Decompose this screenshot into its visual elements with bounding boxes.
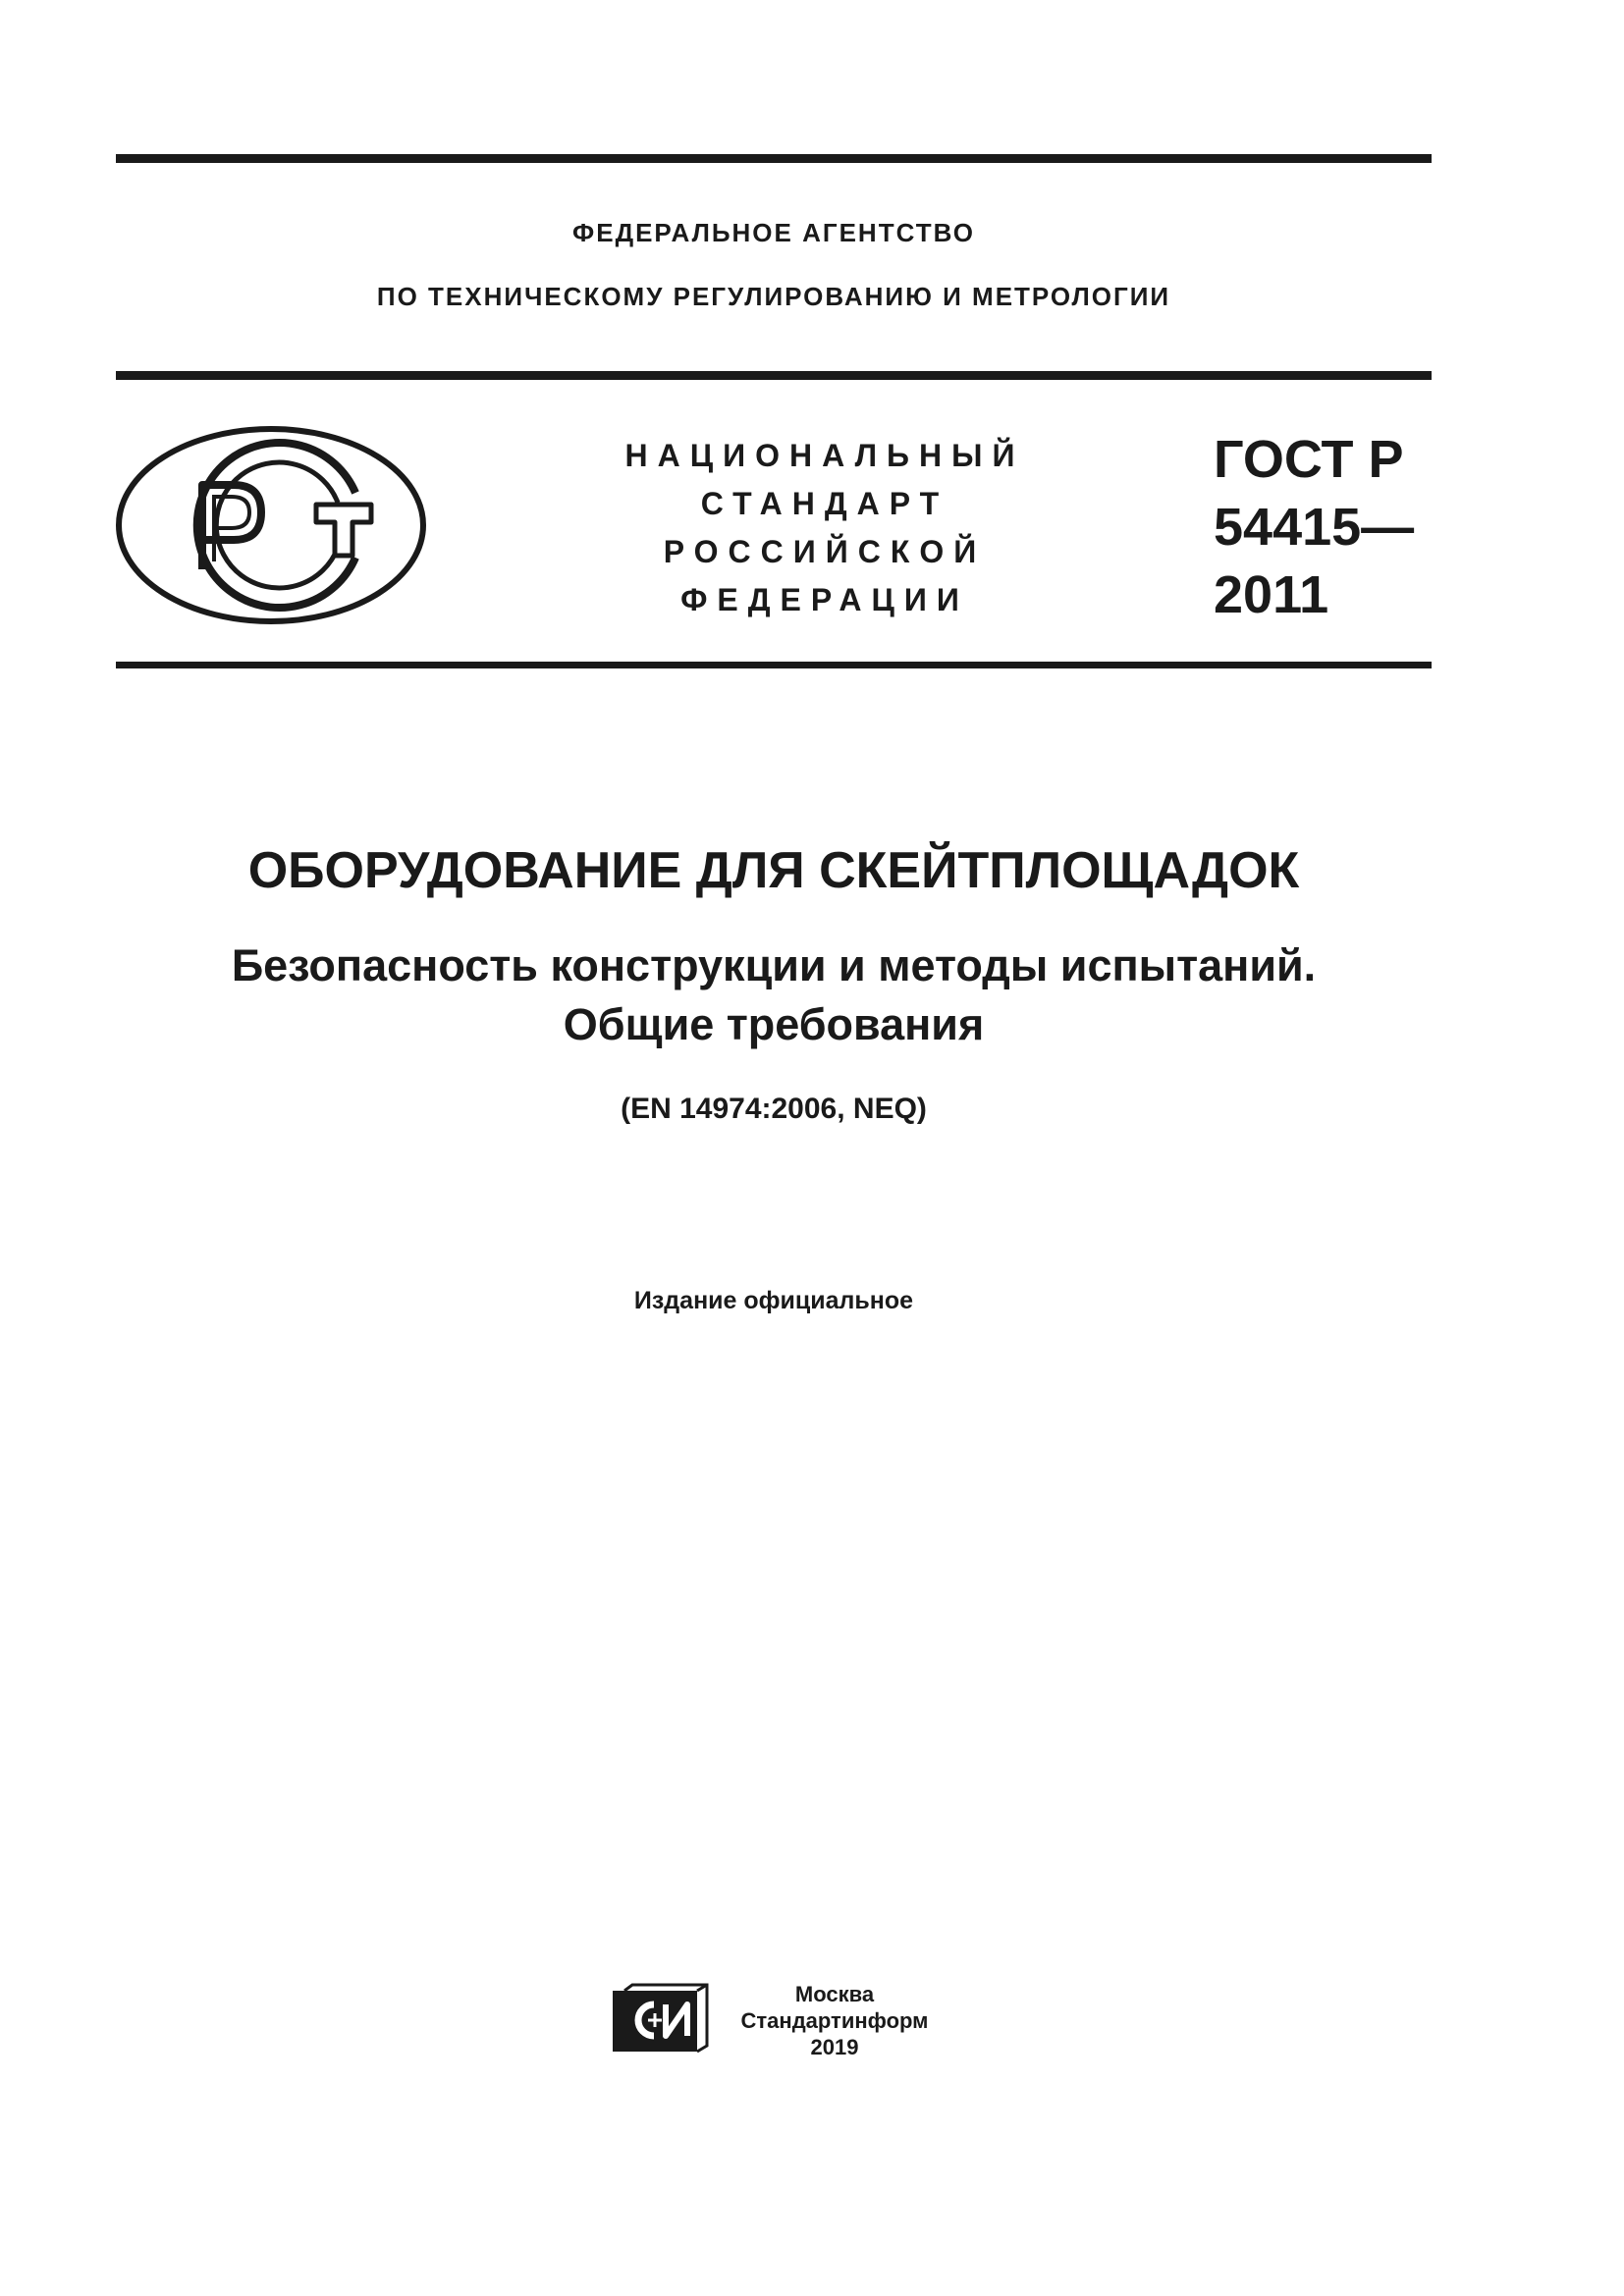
standard-designation [1214,426,1414,629]
document-title: ОБОРУДОВАНИЕ ДЛЯ СКЕЙТПЛОЩАДОК [247,842,1300,899]
designation-line-3: 2011 [1214,565,1329,624]
imprint-city: Москва [794,1982,875,2006]
agency-name-line-2: ПО ТЕХНИЧЕСКОМУ РЕГУЛИРОВАНИЮ И МЕТРОЛОГИИ [376,282,1171,311]
standard-kind-line-1: НАЦИОНАЛЬНЫЙ [624,438,1025,473]
middle-rule [116,371,1432,380]
standard-kind-block [589,432,1060,624]
rst-certification-logo [114,424,428,626]
harmonization-reference: (EN 14974:2006, NEQ) [621,1093,927,1125]
document-subtitle-line-2: Общие требования [563,999,985,1049]
top-rule [116,154,1432,163]
standard-kind-line-3: РОССИЙСКОЙ [663,534,987,569]
designation-line-1: ГОСТ Р [1214,430,1404,489]
designation-line-2: 54415— [1214,498,1415,557]
standard-kind-line-2: СТАНДАРТ [700,486,949,521]
standartinform-logo [611,1983,709,2056]
agency-name-line-1: ФЕДЕРАЛЬНОЕ АГЕНТСТВО [572,218,975,247]
edition-note: Издание официальное [633,1287,914,1314]
imprint-block [717,1981,952,2060]
imprint-year: 2019 [810,2035,859,2059]
bottom-rule [116,662,1432,668]
imprint-publisher: Стандартинформ [740,2008,929,2033]
document-subtitle-line-1: Безопасность конструкции и методы испытаний. [231,940,1317,990]
standard-kind-line-4: ФЕДЕРАЦИИ [680,582,969,617]
